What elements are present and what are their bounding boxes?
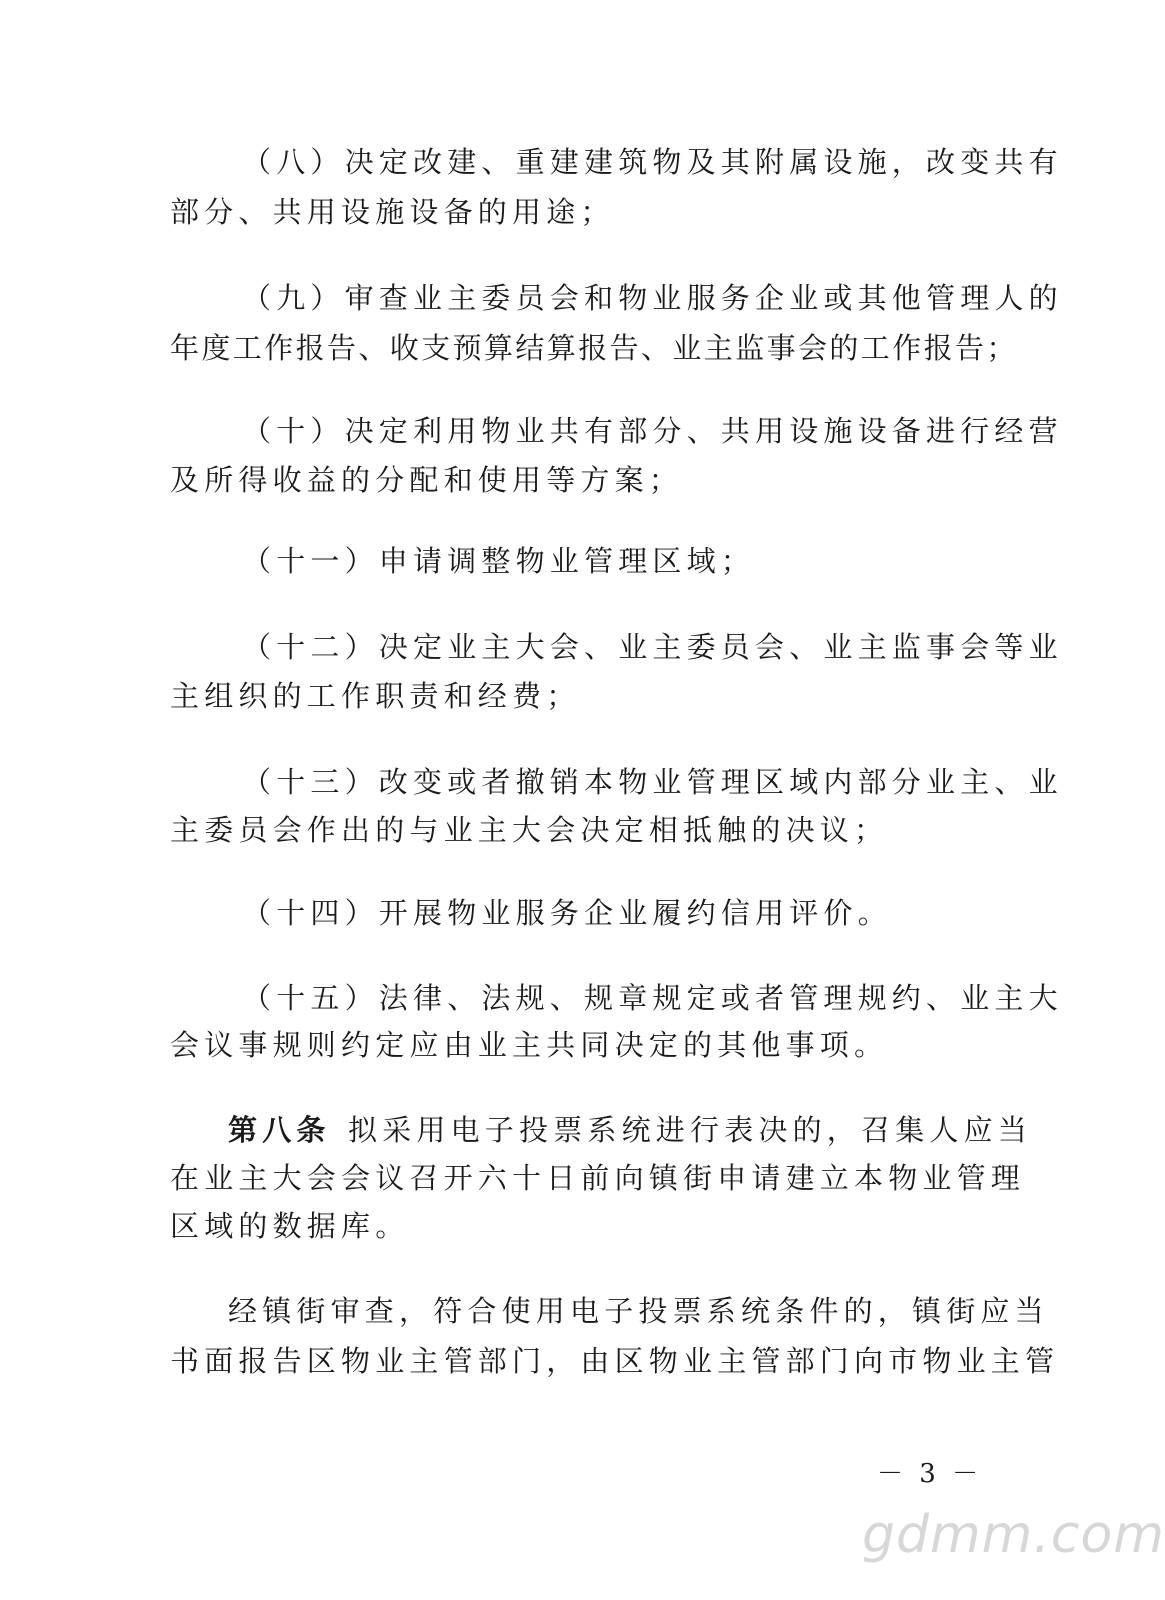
article-8-label: 第八条 bbox=[228, 1113, 331, 1147]
paragraph-item-11-line-1: （十一）申请调整物业管理区域； bbox=[242, 544, 756, 578]
paragraph-item-15-line-1: （十五）法律、法规、规章规定或者管理规约、业主大 bbox=[242, 981, 1063, 1015]
paragraph-item-9-line-2: 年度工作报告、收支预算结算报告、业主监事会的工作报告； bbox=[170, 331, 1018, 365]
article-8-para-2-line-2: 书面报告区物业主管部门，由区物业主管部门向市物业主管 bbox=[170, 1344, 1060, 1378]
paragraph-item-13-line-1: （十三）改变或者撤销本物业管理区域内部分业主、业 bbox=[242, 765, 1063, 799]
article-8-line-1: 拟采用电子投票系统进行表决的，召集人应当 bbox=[348, 1113, 1033, 1147]
paragraph-item-12-line-2: 主组织的工作职责和经费； bbox=[170, 679, 581, 713]
paragraph-item-10-line-2: 及所得收益的分配和使用等方案； bbox=[170, 463, 684, 497]
paragraph-item-8-line-1: （八）决定改建、重建建筑物及其附属设施，改变共有 bbox=[242, 145, 1063, 179]
article-8-line-3: 区域的数据库。 bbox=[170, 1209, 410, 1243]
paragraph-item-12-line-1: （十二）决定业主大会、业主委员会、业主监事会等业 bbox=[242, 630, 1063, 664]
paragraph-item-13-line-2: 主委员会作出的与业主大会决定相抵触的决议； bbox=[170, 813, 889, 847]
paragraph-item-9-line-1: （九）审查业主委员会和物业服务企业或其他管理人的 bbox=[242, 281, 1063, 315]
page-number: － 3 － bbox=[877, 1459, 983, 1489]
paragraph-item-10-line-1: （十）决定利用物业共有部分、共用设施设备进行经营 bbox=[242, 414, 1063, 448]
paragraph-item-15-line-2: 会议事规则约定应由业主共同决定的其他事项。 bbox=[170, 1028, 889, 1062]
watermark-logo: gdmm.com bbox=[862, 1505, 1165, 1565]
article-8-line-2: 在业主大会会议召开六十日前向镇街申请建立本物业管理 bbox=[170, 1161, 1026, 1195]
paragraph-item-8-line-2: 部分、共用设施设备的用途； bbox=[170, 195, 615, 229]
article-8-para-2-line-1: 经镇街审查，符合使用电子投票系统条件的，镇街应当 bbox=[228, 1294, 1049, 1328]
paragraph-item-14-line-1: （十四）开展物业服务企业履约信用评价。 bbox=[242, 896, 892, 930]
